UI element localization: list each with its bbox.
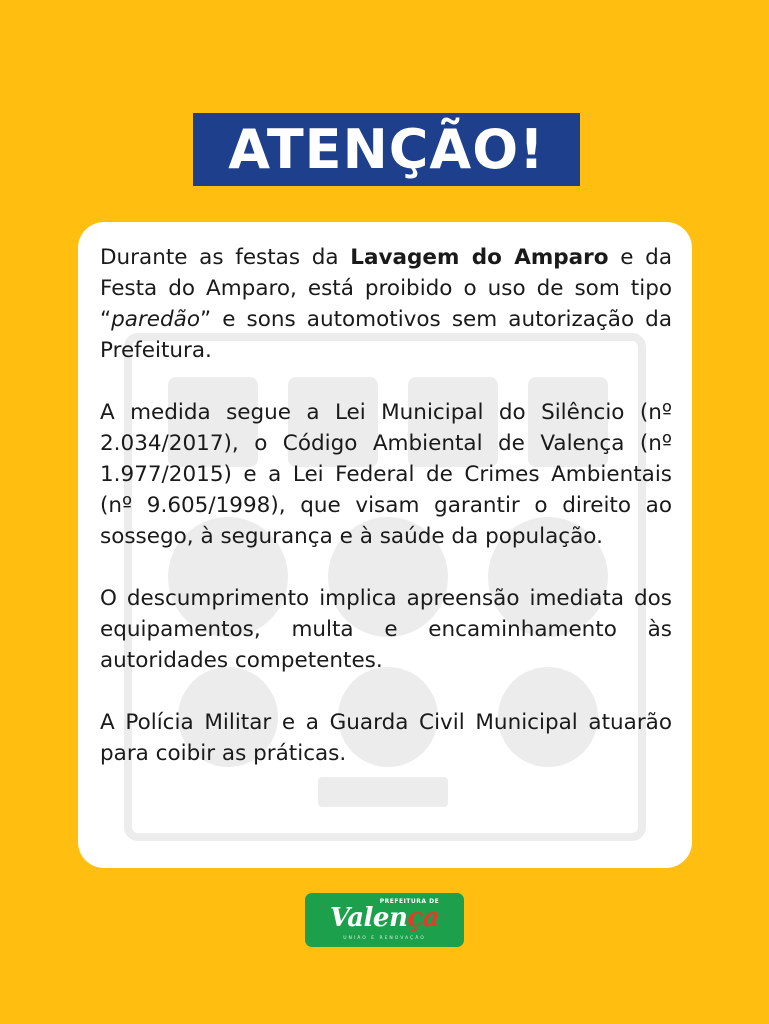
- prefeitura-valenca-logo: [305, 893, 464, 947]
- notice-text-segment: ” e sons automotivos sem autorização da Prefeitura.: [100, 307, 672, 363]
- logo-name: [305, 903, 464, 933]
- notice-paragraph-3: O descumprimento implica apreensão imediata dos equipamentos, multa e encaminhamento às autoridades competentes.: [100, 586, 672, 673]
- event-name: Lavagem do Amparo: [350, 245, 609, 270]
- notice-text: [100, 242, 672, 769]
- logo-top-text: PREFEITURA DE: [379, 898, 440, 905]
- notice-paragraph-1: [100, 242, 672, 366]
- title-banner: [193, 113, 580, 186]
- notice-paragraph-2: A medida segue a Lei Municipal do Silêncio (nº 2.034/2017), o Código Ambiental de Valença (nº 1.977/2015) e a Lei Federal de Crimes Ambientais (nº 9.605/1998), que visam garantir o direito ao sossego, à segurança e à saúde da população.: [100, 400, 672, 549]
- notice-text-segment: e da Festa do Amparo, está proibido o uso de som tipo “: [100, 245, 673, 332]
- sound-type-term: paredão: [111, 307, 201, 332]
- logo-name-main: Valen: [329, 903, 408, 933]
- notice-paragraph-4: A Polícia Militar e a Guarda Civil Municipal atuarão para coibir as práticas.: [100, 710, 672, 766]
- logo-name-accent: ça: [407, 903, 440, 933]
- notice-text-segment: Durante as festas da: [100, 245, 351, 270]
- logo-slogan: UNIÃO E RENOVAÇÃO: [343, 936, 426, 941]
- notice-card: [78, 222, 692, 868]
- page-title: ATENÇÃO!: [228, 117, 545, 181]
